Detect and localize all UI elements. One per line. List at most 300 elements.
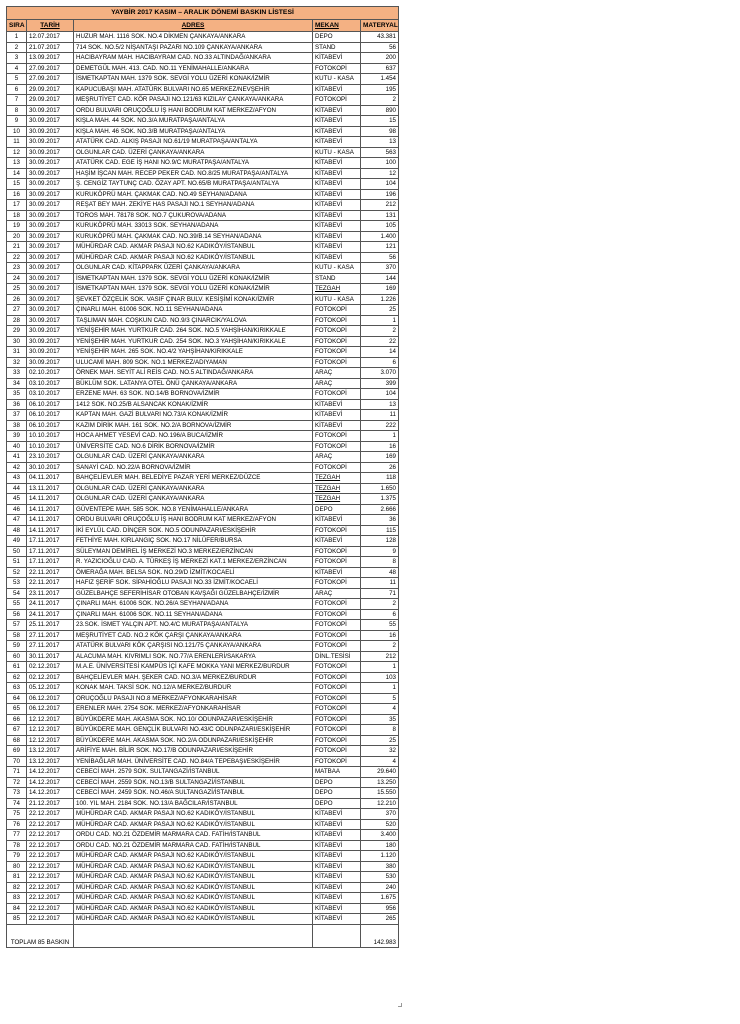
row-adres: BÜYÜKDERE MAH. GENÇLİK BULVARI NO.43/C ODUNPAZARI/ESKİŞEHİR [74, 725, 313, 736]
row-mekan: FOTOKOPİ [313, 389, 361, 400]
row-adres: 1412 SOK. NO.25/B ALSANCAK KONAK/İZMİR [74, 399, 313, 410]
row-mekan: KİTABEVİ [313, 116, 361, 127]
table-row [7, 504, 399, 515]
row-mekan: TEZGAH [313, 473, 361, 484]
row-sira: 80 [7, 861, 27, 872]
header-sira: SIRA [7, 20, 27, 32]
row-adres: CEBECİ MAH. 2559 SOK. NO.13/B SULTANGAZİ/İSTANBUL [74, 777, 313, 788]
row-sira: 10 [7, 126, 27, 137]
row-materyal: 131 [361, 210, 399, 221]
row-materyal: 1 [361, 431, 399, 442]
row-mekan: KUTU - KASA [313, 74, 361, 85]
row-adres: REŞAT BEY MAH. ZEKİYE HAS PASAJI NO.1 SEYHAN/ADANA [74, 200, 313, 211]
table-row [7, 767, 399, 778]
row-materyal: 2 [361, 599, 399, 610]
row-mekan: KİTABEVİ [313, 200, 361, 211]
row-tarih: 30.09.2017 [27, 137, 74, 148]
row-materyal: 1.375 [361, 494, 399, 505]
row-sira: 78 [7, 840, 27, 851]
row-adres: ATATÜRK BULVARI KÖK ÇARŞISI NO.121/75 ÇANKAYA/ANKARA [74, 641, 313, 652]
row-materyal: 22 [361, 336, 399, 347]
row-adres: 23.SOK. İSMET YALÇIN APT. NO.4/C MURATPAŞA/ANTALYA [74, 620, 313, 631]
table-row [7, 32, 399, 43]
table-row [7, 273, 399, 284]
row-adres: HAFIZ ŞERİF SOK. SİPAHİOĞLU PASAJI NO.33 İZMİT/KOCAELİ [74, 578, 313, 589]
row-materyal: 2 [361, 641, 399, 652]
table-row [7, 599, 399, 610]
row-adres: ARİFİYE MAH. BİLİR SOK. NO.17/B ODUNPAZARI/ESKİŞEHİR [74, 746, 313, 757]
row-mekan: KİTABEVİ [313, 893, 361, 904]
row-adres: MÜHÜRDAR CAD. AKMAR PASAJI NO.62 KADIKÖY/İSTANBUL [74, 242, 313, 253]
row-tarih: 06.10.2017 [27, 410, 74, 421]
row-mekan: FOTOKOPİ [313, 620, 361, 631]
row-sira: 6 [7, 84, 27, 95]
row-mekan: KİTABEVİ [313, 819, 361, 830]
row-tarih: 30.09.2017 [27, 200, 74, 211]
row-tarih: 06.12.2017 [27, 704, 74, 715]
page-corner-mark [398, 1003, 402, 1007]
row-mekan: FOTOKOPİ [313, 714, 361, 725]
row-materyal: 2.666 [361, 504, 399, 515]
row-materyal: 25 [361, 735, 399, 746]
header-adres: ADRES [74, 20, 313, 32]
header-tarih: TARİH [27, 20, 74, 32]
row-tarih: 30.11.2017 [27, 651, 74, 662]
table-row [7, 725, 399, 736]
row-materyal: 2 [361, 95, 399, 106]
row-sira: 14 [7, 168, 27, 179]
row-materyal: 13 [361, 399, 399, 410]
row-adres: MÜHÜRDAR CAD. AKMAR PASAJI NO.62 KADIKÖY/İSTANBUL [74, 819, 313, 830]
row-tarih: 30.09.2017 [27, 221, 74, 232]
row-adres: KURUKÖPRÜ MAH. 33013 SOK. SEYHAN/ADANA [74, 221, 313, 232]
row-adres: GÜVENTEPE MAH. 585 SOK. NO.8 YENİMAHALLE/ANKARA [74, 504, 313, 515]
row-adres: R. YAZICIOĞLU CAD. A. TÜRKEŞ İŞ MERKEZİ KAT.1 MERKEZ/ERZİNCAN [74, 557, 313, 568]
row-mekan: FOTOKOPİ [313, 735, 361, 746]
row-mekan: ARAÇ [313, 378, 361, 389]
row-materyal: 12.210 [361, 798, 399, 809]
row-sira: 33 [7, 368, 27, 379]
row-materyal: 11 [361, 578, 399, 589]
row-sira: 83 [7, 893, 27, 904]
row-mekan: KİTABEVİ [313, 410, 361, 421]
row-mekan: KUTU - KASA [313, 294, 361, 305]
table-row [7, 420, 399, 431]
table-row [7, 200, 399, 211]
row-adres: KURUKÖPRÜ MAH. ÇAKMAK CAD. NO.49 SEYHAN/ADANA [74, 189, 313, 200]
table-row [7, 410, 399, 421]
row-materyal: 563 [361, 147, 399, 158]
table-row [7, 557, 399, 568]
row-sira: 74 [7, 798, 27, 809]
row-sira: 36 [7, 399, 27, 410]
row-adres: ORDU CAD. NO.21 ÖZDEMİR MARMARA CAD. FATİH/İSTANBUL [74, 840, 313, 851]
row-sira: 11 [7, 137, 27, 148]
table-row [7, 914, 399, 925]
row-mekan: KİTABEVİ [313, 420, 361, 431]
header-mekan: MEKAN [313, 20, 361, 32]
row-sira: 35 [7, 389, 27, 400]
row-adres: BAHÇELİEVLER MAH. ŞEKER CAD. NO.3/A MERKEZ/BURDUR [74, 672, 313, 683]
table-row [7, 819, 399, 830]
table-row [7, 399, 399, 410]
table-row [7, 546, 399, 557]
row-sira: 27 [7, 305, 27, 316]
row-tarih: 30.09.2017 [27, 210, 74, 221]
row-materyal: 128 [361, 536, 399, 547]
row-materyal: 1.120 [361, 851, 399, 862]
row-mekan: DEPO [313, 504, 361, 515]
row-tarih: 22.11.2017 [27, 578, 74, 589]
row-materyal: 370 [361, 263, 399, 274]
row-mekan: FOTOKOPİ [313, 326, 361, 337]
row-tarih: 23.10.2017 [27, 452, 74, 463]
table-row [7, 662, 399, 673]
row-adres: MEŞRUTİYET CAD. KÖR PASAJI NO.121/63 KIZILAY ÇANKAYA/ANKARA [74, 95, 313, 106]
row-adres: MÜHÜRDAR CAD. AKMAR PASAJI NO.62 KADIKÖY/İSTANBUL [74, 903, 313, 914]
row-adres: OLGUNLAR CAD. ÜZERİ ÇANKAYA/ANKARA [74, 452, 313, 463]
row-mekan: DİNL.TESİSİ [313, 651, 361, 662]
row-materyal: 15.550 [361, 788, 399, 799]
row-materyal: 1 [361, 683, 399, 694]
row-materyal: 265 [361, 914, 399, 925]
row-sira: 47 [7, 515, 27, 526]
table-row [7, 567, 399, 578]
row-tarih: 22.12.2017 [27, 819, 74, 830]
row-tarih: 17.11.2017 [27, 557, 74, 568]
row-tarih: 30.09.2017 [27, 315, 74, 326]
table-row [7, 483, 399, 494]
row-adres: MÜHÜRDAR CAD. AKMAR PASAJI NO.62 KADIKÖY/İSTANBUL [74, 914, 313, 925]
row-adres: FETHİYE MAH. KIRLANGIÇ SOK. NO.17 NİLÜFER/BURSA [74, 536, 313, 547]
row-mekan: FOTOKOPİ [313, 431, 361, 442]
row-sira: 70 [7, 756, 27, 767]
row-materyal: 13 [361, 137, 399, 148]
row-materyal: 32 [361, 746, 399, 757]
row-materyal: 11 [361, 410, 399, 421]
row-materyal: 16 [361, 630, 399, 641]
row-adres: HACIBAYRAM MAH. HACIBAYRAM CAD. NO.33 ALTINDAĞ/ANKARA [74, 53, 313, 64]
row-tarih: 06.10.2017 [27, 420, 74, 431]
row-sira: 31 [7, 347, 27, 358]
header-row [7, 20, 399, 32]
row-tarih: 30.09.2017 [27, 189, 74, 200]
table-row [7, 693, 399, 704]
row-sira: 26 [7, 294, 27, 305]
row-sira: 77 [7, 830, 27, 841]
row-adres: MÜHÜRDAR CAD. AKMAR PASAJI NO.62 KADIKÖY/İSTANBUL [74, 809, 313, 820]
total-value: 142.983 [361, 924, 399, 947]
row-materyal: 8 [361, 725, 399, 736]
row-tarih: 22.12.2017 [27, 809, 74, 820]
row-sira: 56 [7, 609, 27, 620]
row-tarih: 30.09.2017 [27, 158, 74, 169]
row-tarih: 10.10.2017 [27, 431, 74, 442]
row-tarih: 24.11.2017 [27, 609, 74, 620]
row-mekan: KİTABEVİ [313, 84, 361, 95]
row-sira: 24 [7, 273, 27, 284]
row-adres: CEBECİ MAH. 2579 SOK. SULTANGAZİ/İSTANBUL [74, 767, 313, 778]
row-mekan: FOTOKOPİ [313, 95, 361, 106]
row-materyal: 56 [361, 42, 399, 53]
row-tarih: 12.12.2017 [27, 735, 74, 746]
row-mekan: KİTABEVİ [313, 137, 361, 148]
table-row [7, 798, 399, 809]
row-mekan: FOTOKOPİ [313, 662, 361, 673]
row-adres: GÜZELBAHÇE SEFERİHİSAR OTOBAN KAVŞAĞI GÜZELBAHÇE/İZMİR [74, 588, 313, 599]
table-row [7, 116, 399, 127]
row-sira: 64 [7, 693, 27, 704]
row-tarih: 13.12.2017 [27, 756, 74, 767]
row-materyal: 104 [361, 389, 399, 400]
row-mekan: FOTOKOPİ [313, 336, 361, 347]
header-materyal: MATERYAL [361, 20, 399, 32]
table-row [7, 179, 399, 190]
row-adres: MÜHÜRDAR CAD. AKMAR PASAJI NO.62 KADIKÖY/İSTANBUL [74, 893, 313, 904]
table-row [7, 735, 399, 746]
row-mekan: KİTABEVİ [313, 399, 361, 410]
row-materyal: 104 [361, 179, 399, 190]
row-mekan: KUTU - KASA [313, 263, 361, 274]
row-sira: 25 [7, 284, 27, 295]
row-sira: 29 [7, 326, 27, 337]
row-adres: MÜHÜRDAR CAD. AKMAR PASAJI NO.62 KADIKÖY/İSTANBUL [74, 861, 313, 872]
row-adres: 100. YIL MAH. 2184 SOK. NO.13/A BAĞCILAR/İSTANBUL [74, 798, 313, 809]
row-adres: İKİ EYLÜL CAD. DİNÇER SOK. NO.5 ODUNPAZARI/ESKİŞEHİR [74, 525, 313, 536]
row-tarih: 22.12.2017 [27, 903, 74, 914]
row-adres: MÜHÜRDAR CAD. AKMAR PASAJI NO.62 KADIKÖY/İSTANBUL [74, 851, 313, 862]
row-mekan: KİTABEVİ [313, 179, 361, 190]
row-tarih: 05.12.2017 [27, 683, 74, 694]
row-materyal: 16 [361, 441, 399, 452]
row-materyal: 180 [361, 840, 399, 851]
row-tarih: 30.09.2017 [27, 294, 74, 305]
row-tarih: 27.11.2017 [27, 641, 74, 652]
row-materyal: 399 [361, 378, 399, 389]
row-adres: ÖMERAĞA MAH. BELSA SOK. NO.29/D İZMİT/KOCAELİ [74, 567, 313, 578]
row-mekan: FOTOKOPİ [313, 756, 361, 767]
row-materyal: 9 [361, 546, 399, 557]
row-materyal: 35 [361, 714, 399, 725]
row-sira: 7 [7, 95, 27, 106]
row-adres: CEBECİ MAH. 2459 SOK. NO.46/A SULTANGAZİ/İSTANBUL [74, 788, 313, 799]
row-materyal: 3.400 [361, 830, 399, 841]
row-sira: 75 [7, 809, 27, 820]
row-adres: OLGUNLAR CAD. ÜZERİ ÇANKAYA/ANKARA [74, 494, 313, 505]
row-materyal: 43.381 [361, 32, 399, 43]
row-materyal: 195 [361, 84, 399, 95]
row-sira: 66 [7, 714, 27, 725]
row-sira: 4 [7, 63, 27, 74]
row-mekan: FOTOKOPİ [313, 641, 361, 652]
row-materyal: 370 [361, 809, 399, 820]
row-tarih: 30.09.2017 [27, 231, 74, 242]
row-mekan: FOTOKOPİ [313, 347, 361, 358]
row-adres: ERENLER MAH. 2754 SOK. MERKEZ/AFYONKARAHİSAR [74, 704, 313, 715]
row-sira: 55 [7, 599, 27, 610]
row-tarih: 30.09.2017 [27, 273, 74, 284]
row-mekan: KİTABEVİ [313, 53, 361, 64]
row-materyal: 637 [361, 63, 399, 74]
table-row [7, 851, 399, 862]
row-sira: 30 [7, 336, 27, 347]
row-tarih: 27.09.2017 [27, 63, 74, 74]
row-materyal: 4 [361, 756, 399, 767]
table-row [7, 788, 399, 799]
row-mekan: DEPO [313, 777, 361, 788]
row-mekan: FOTOKOPİ [313, 63, 361, 74]
row-adres: 714 SOK. NO.5/2 NİŞANTAŞI PAZARI NO.109 ÇANKAYA/ANKARA [74, 42, 313, 53]
table-row [7, 525, 399, 536]
row-materyal: 530 [361, 872, 399, 883]
row-tarih: 02.12.2017 [27, 662, 74, 673]
table-row [7, 284, 399, 295]
row-adres: ERZENE MAH. 63 SOK. NO.14/B BORNOVA/İZMİR [74, 389, 313, 400]
row-materyal: 29.640 [361, 767, 399, 778]
row-sira: 62 [7, 672, 27, 683]
row-mekan: FOTOKOPİ [313, 546, 361, 557]
row-sira: 18 [7, 210, 27, 221]
row-adres: İSMETKAPTAN MAH. 1379 SOK. SEVGİ YOLU ÜZERİ KONAK/İZMİR [74, 273, 313, 284]
row-sira: 17 [7, 200, 27, 211]
row-mekan: KİTABEVİ [313, 252, 361, 263]
row-mekan: FOTOKOPİ [313, 672, 361, 683]
row-tarih: 30.09.2017 [27, 105, 74, 116]
row-adres: ATATÜRK CAD. EGE İŞ HANI NO.9/C MURATPAŞA/ANTALYA [74, 158, 313, 169]
row-tarih: 14.11.2017 [27, 504, 74, 515]
row-adres: ŞEVKET ÖZÇELİK SOK. VASIF ÇINAR BULV. KESİŞİMİ KONAK/İZMİR [74, 294, 313, 305]
row-adres: TAŞLIMAN MAH. COŞKUN CAD. NO.9/3 ÇINARCIK/YALOVA [74, 315, 313, 326]
table-row [7, 95, 399, 106]
table-row [7, 830, 399, 841]
row-sira: 50 [7, 546, 27, 557]
row-tarih: 30.09.2017 [27, 284, 74, 295]
table-row [7, 861, 399, 872]
row-tarih: 14.12.2017 [27, 777, 74, 788]
row-sira: 39 [7, 431, 27, 442]
row-sira: 65 [7, 704, 27, 715]
table-row [7, 252, 399, 263]
row-tarih: 30.09.2017 [27, 305, 74, 316]
table-row [7, 452, 399, 463]
row-tarih: 04.11.2017 [27, 473, 74, 484]
row-adres: OLGUNLAR CAD. ÜZERİ ÇANKAYA/ANKARA [74, 483, 313, 494]
row-mekan: ARAÇ [313, 452, 361, 463]
row-mekan: KİTABEVİ [313, 861, 361, 872]
table-row [7, 746, 399, 757]
row-sira: 9 [7, 116, 27, 127]
row-tarih: 06.12.2017 [27, 693, 74, 704]
row-tarih: 22.12.2017 [27, 882, 74, 893]
row-adres: KONAK MAH. TAKSİ SOK. NO.12/A MERKEZ/BURDUR [74, 683, 313, 694]
row-adres: ÇINARLI MAH. 61006 SOK. NO.11 SEYHAN/ADANA [74, 609, 313, 620]
row-materyal: 71 [361, 588, 399, 599]
row-mekan: KİTABEVİ [313, 242, 361, 253]
row-mekan: FOTOKOPİ [313, 357, 361, 368]
row-materyal: 1.454 [361, 74, 399, 85]
table-row [7, 651, 399, 662]
row-adres: ORDU BULVARI ORUÇOĞLU İŞ HANI BODRUM KAT MERKEZ/AFYON [74, 105, 313, 116]
row-tarih: 30.10.2017 [27, 462, 74, 473]
row-materyal: 115 [361, 525, 399, 536]
raid-list-sheet [6, 6, 398, 948]
row-adres: SÜLEYMAN DEMİREL İŞ MERKEZİ NO.3 MERKEZ/ERZİNCAN [74, 546, 313, 557]
row-sira: 28 [7, 315, 27, 326]
row-mekan: KİTABEVİ [313, 567, 361, 578]
total-empty-address [74, 924, 313, 947]
row-adres: YENİŞEHİR MAH. YURTKUR CAD. 264 SOK. NO.5 YAHŞİHAN/KIRIKKALE [74, 326, 313, 337]
row-sira: 40 [7, 441, 27, 452]
table-row [7, 126, 399, 137]
table-row [7, 189, 399, 200]
row-mekan: KİTABEVİ [313, 515, 361, 526]
row-sira: 45 [7, 494, 27, 505]
row-materyal: 36 [361, 515, 399, 526]
row-sira: 51 [7, 557, 27, 568]
row-adres: Ş. CENGİZ TAYTUNÇ CAD. ÖZAY APT. NO.65/B MURATPAŞA/ANTALYA [74, 179, 313, 190]
row-tarih: 27.09.2017 [27, 74, 74, 85]
table-row [7, 882, 399, 893]
row-tarih: 03.10.2017 [27, 389, 74, 400]
row-sira: 19 [7, 221, 27, 232]
row-materyal: 118 [361, 473, 399, 484]
row-sira: 3 [7, 53, 27, 64]
row-adres: KAZIM DİRİK MAH. 161 SOK. NO.2/A BORNOVA/İZMİR [74, 420, 313, 431]
table-row [7, 242, 399, 253]
table-row [7, 137, 399, 148]
table-row [7, 42, 399, 53]
row-materyal: 200 [361, 53, 399, 64]
table-row [7, 168, 399, 179]
row-adres: ORUÇOĞLU PASAJI NO.8 MERKEZ/AFYONKARAHİSAR [74, 693, 313, 704]
row-tarih: 29.09.2017 [27, 84, 74, 95]
row-mekan: FOTOKOPİ [313, 578, 361, 589]
table-row [7, 872, 399, 883]
raid-table [6, 6, 399, 948]
row-sira: 72 [7, 777, 27, 788]
row-materyal: 98 [361, 126, 399, 137]
row-tarih: 30.09.2017 [27, 252, 74, 263]
row-sira: 82 [7, 882, 27, 893]
table-row [7, 588, 399, 599]
table-row [7, 494, 399, 505]
row-sira: 22 [7, 252, 27, 263]
row-tarih: 22.11.2017 [27, 567, 74, 578]
row-tarih: 14.11.2017 [27, 515, 74, 526]
row-sira: 15 [7, 179, 27, 190]
row-adres: OLGUNLAR CAD. KİTAPPARK ÜZERİ ÇANKAYA/ANKARA [74, 263, 313, 274]
row-adres: YENİŞEHİR MAH. 265 SOK. NO.4/2 YAHŞİHAN/KIRIKKALE [74, 347, 313, 358]
row-tarih: 30.09.2017 [27, 357, 74, 368]
row-sira: 71 [7, 767, 27, 778]
row-adres: MÜHÜRDAR CAD. AKMAR PASAJI NO.62 KADIKÖY/İSTANBUL [74, 872, 313, 883]
row-adres: BAHÇELİEVLER MAH. BELEDİYE PAZAR YERİ MERKEZ/DÜZCE [74, 473, 313, 484]
row-materyal: 144 [361, 273, 399, 284]
total-label: TOPLAM 85 BASKIN [7, 924, 74, 947]
table-row [7, 473, 399, 484]
table-row [7, 263, 399, 274]
row-adres: HOCA AHMET YESEVİ CAD. NO.196/A BUCA/İZMİR [74, 431, 313, 442]
table-row [7, 903, 399, 914]
table-row [7, 63, 399, 74]
row-adres: M.A.E. ÜNİVERSİTESİ KAMPÜS İÇİ KAFE MOKKA YANI MERKEZ/BURDUR [74, 662, 313, 673]
row-adres: YENİŞEHİR MAH. YURTKUR CAD. 254 SOK. NO.3 YAHŞİHAN/KIRIKKALE [74, 336, 313, 347]
row-tarih: 25.11.2017 [27, 620, 74, 631]
row-adres: ÖRNEK MAH. SEYİT ALİ REİS CAD. NO.5 ALTINDAĞ/ANKARA [74, 368, 313, 379]
row-materyal: 8 [361, 557, 399, 568]
row-tarih: 14.11.2017 [27, 494, 74, 505]
row-adres: ÇINARLI MAH. 61006 SOK. NO.26/A SEYHAN/ADANA [74, 599, 313, 610]
